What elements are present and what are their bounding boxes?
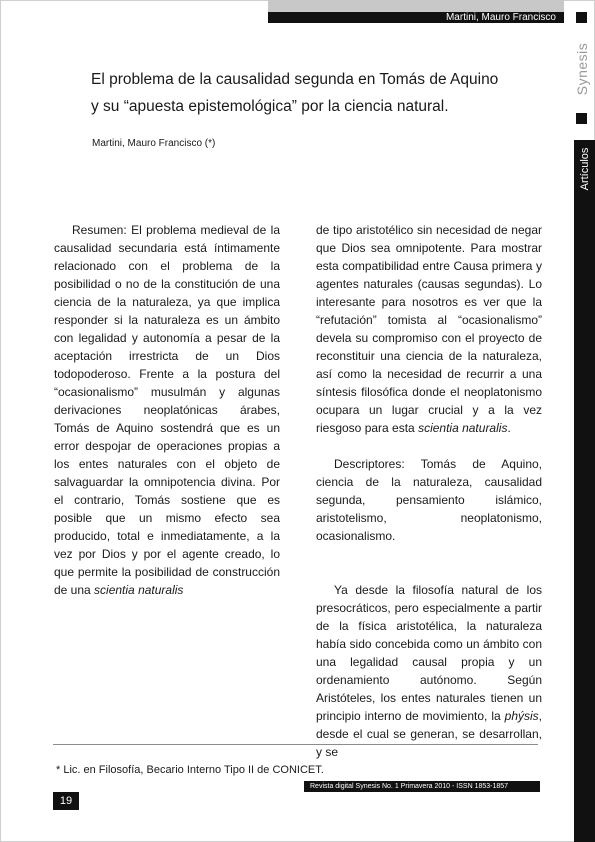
- article-title-line-2: y su “apuesta epistemológica” por la ciencia natural.: [91, 98, 449, 115]
- text-column-left: [54, 221, 280, 599]
- abstract-paragraph-part-2: [316, 221, 542, 437]
- journal-info-bar: [304, 781, 540, 792]
- article-author: Martini, Mauro Francisco (*): [92, 138, 216, 149]
- journal-info: Revista digital Synesis No. 1 Primavera 2010 - ISSN 1853-1857: [310, 783, 509, 790]
- running-header-author: Martini, Mauro Francisco: [445, 12, 556, 23]
- intro-italic-term: phýsis: [504, 709, 539, 723]
- section-side-bar: [574, 140, 595, 842]
- abstract-italic-term-2: scientia naturalis: [418, 421, 508, 435]
- abstract-paragraph-part-1: [54, 221, 280, 599]
- journal-brand: [572, 40, 592, 98]
- section-tab: [574, 140, 595, 198]
- abstract-text-continued: de tipo aristotélico sin necesidad de negar que Dios sea omnipotente. Para mostrar esta compatibilidad entre Causa primera y agentes naturales (causas segundas). Lo interesante para nosotros es ver que la “refutación” tomista al “ocasionalismo” devela su compromiso con el proyecto de reconstituir una ciencia de la naturaleza, así como la necesidad de recurrir a una síntesis filosófica donde el neoplatonismo ocupara un lugar crucial y a la vez riesgoso para esta: [316, 223, 542, 435]
- section-square-marker: [576, 113, 587, 124]
- page-number-box: [53, 792, 79, 810]
- footnote: * Lic. en Filosofía, Becario Interno Tipo II de CONICET.: [56, 764, 324, 776]
- footnote-divider: [53, 744, 538, 745]
- intro-text-2: , desde el cual se generan, se desarrollan, y se: [316, 709, 542, 759]
- article-title: [91, 66, 541, 120]
- abstract-text-1: Resumen: El problema medieval de la causalidad secundaria está íntimamente relacionado con el problema de la posibilidad o no de la constitución de una ciencia de la naturaleza, ya que implica responder si la naturaleza es un ámbito con legalidad y autonomía a pesar de la aceptación irrestricta de un Dios todopoderoso. Frente a la postura del “ocasionalismo” musulmán y algunas derivaciones neoplatónicas árabes, Tomás de Aquino sostendrá que es un error despojar de operaciones propias a los entes naturales con el objeto de salvaguardar la omnipotencia divina. Por el contrario, Tomás sostiene que es posible que un mismo efecto sea producido, total e inmediatamente, a la vez por Dios y por el agente creado, lo que permite la posibilidad de construcción de una: [54, 223, 280, 597]
- intro-text-1: Ya desde la filosofía natural de los presocráticos, pero especialmente a partir de la física aristotélica, la naturaleza había sido concebida como un ámbito con una legalidad causal propia y un ordenamiento autónomo. Según Aristóteles, los entes naturales tienen un principio interno de movimiento, la: [316, 583, 542, 723]
- header-band-gray: [268, 0, 564, 12]
- journal-brand-label: Synesis: [574, 42, 590, 96]
- page-number: 19: [59, 795, 73, 807]
- text-column-right: [316, 221, 542, 761]
- header-square-marker: [576, 12, 587, 23]
- descriptors-paragraph: Descriptores: Tomás de Aquino, ciencia de la naturaleza, causalidad segunda, pensamiento islámico, aristotelismo, neoplatonismo, ocasionalismo.: [316, 457, 542, 543]
- abstract-italic-term-1: scientia naturalis: [94, 583, 184, 597]
- article-title-line-1: El problema de la causalidad segunda en Tomás de Aquino: [91, 71, 499, 88]
- abstract-text-end: .: [507, 421, 511, 435]
- introduction-paragraph: [316, 581, 542, 761]
- section-label: Artículos: [578, 147, 591, 191]
